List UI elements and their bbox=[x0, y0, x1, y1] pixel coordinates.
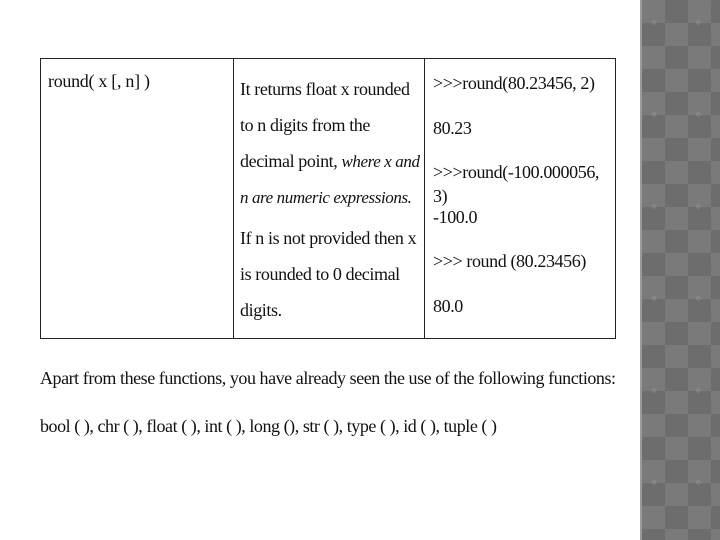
star-icon: ✧ bbox=[694, 386, 703, 397]
example-line: >>>round(80.23456, 2) bbox=[433, 73, 595, 93]
star-icon: ✧ bbox=[650, 478, 659, 489]
description-line: to n digits from the bbox=[240, 115, 370, 135]
star-icon: ✧ bbox=[694, 202, 703, 213]
example-line: >>> round (80.23456) bbox=[433, 251, 586, 271]
star-icon: ✧ bbox=[650, 18, 659, 29]
star-icon: ✧ bbox=[650, 386, 659, 397]
table-row bbox=[41, 59, 616, 339]
examples-cell bbox=[425, 59, 616, 339]
description-text: decimal point, bbox=[240, 151, 338, 171]
description-italic: where x and bbox=[341, 152, 420, 171]
star-icon: ✧ bbox=[694, 478, 703, 489]
note-line: If n is not provided then x bbox=[240, 228, 417, 248]
star-icon: ✧ bbox=[650, 202, 659, 213]
star-icon: ✧ bbox=[650, 294, 659, 305]
decorative-side-band bbox=[640, 0, 720, 540]
example-line: 80.23 bbox=[433, 117, 472, 138]
function-signature: round( x [, n] ) bbox=[48, 71, 150, 91]
note-line: digits. bbox=[240, 300, 282, 320]
star-icon: ✧ bbox=[694, 18, 703, 29]
example-line: 80.0 bbox=[433, 295, 463, 316]
description-line: It returns float x rounded bbox=[240, 79, 410, 99]
function-cell bbox=[41, 59, 234, 339]
description-cell bbox=[234, 59, 425, 339]
example-line: -100.0 bbox=[433, 206, 478, 227]
description-line-3 bbox=[240, 143, 424, 180]
functions-intro-text: Apart from these functions, you have already seen the use of the following functions: bbox=[40, 368, 616, 388]
star-icon: ✧ bbox=[650, 110, 659, 121]
note-line: is rounded to 0 decimal bbox=[240, 264, 400, 284]
description-italic-line: n are numeric expressions. bbox=[240, 188, 412, 207]
star-icon: ✧ bbox=[694, 110, 703, 121]
functions-list-text: bool ( ), chr ( ), float ( ), int ( ), long (), str ( ), type ( ), id ( ), tuple ( ) bbox=[40, 416, 497, 436]
example-line: >>>round(-100.000056, 3) bbox=[433, 162, 600, 206]
star-icon: ✧ bbox=[694, 294, 703, 305]
function-table bbox=[40, 58, 616, 339]
